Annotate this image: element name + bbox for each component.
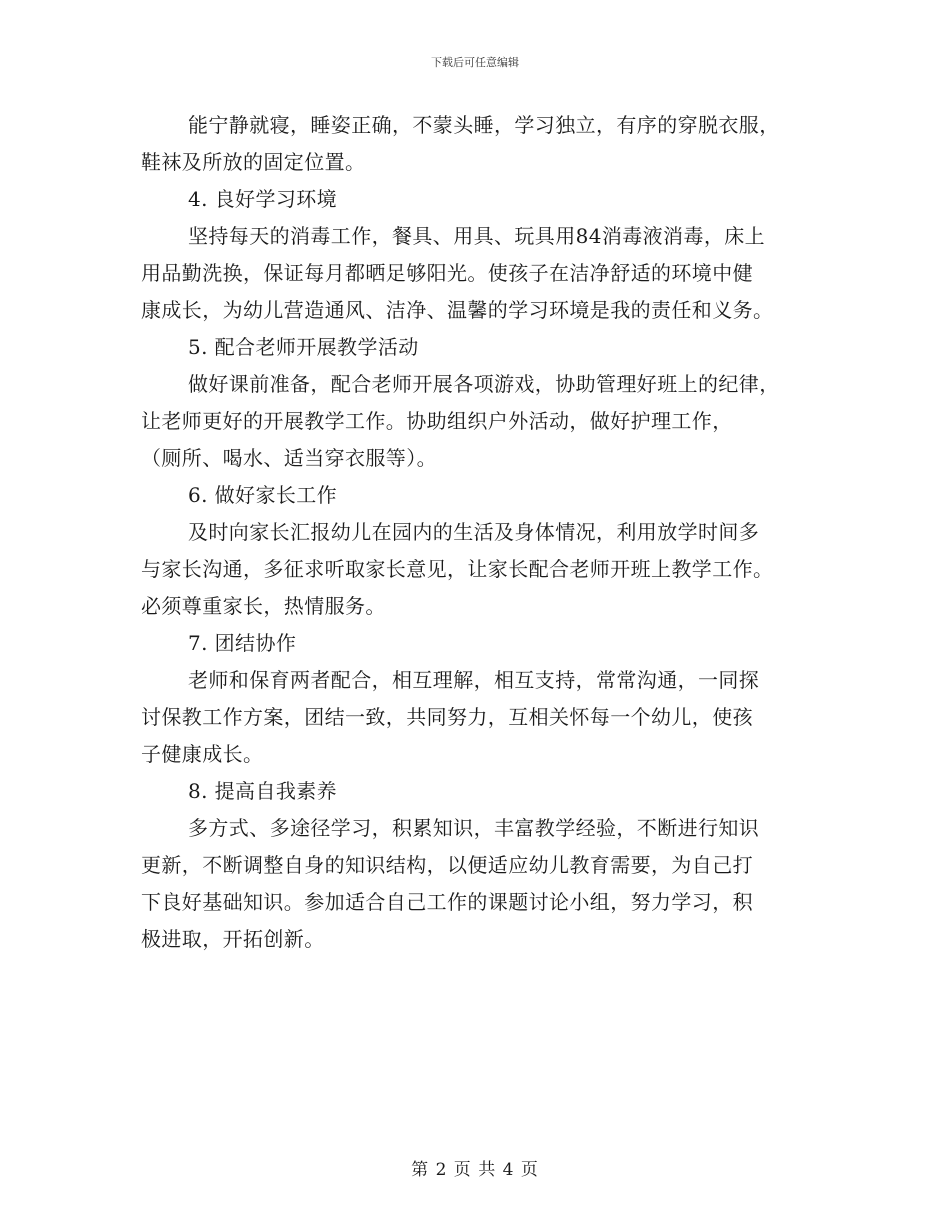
text-line: 4. 良好学习环境 <box>188 187 338 211</box>
text-line: 更新，不断调整自身的知识结构，以便适应幼儿教育需要，为自己打 <box>141 853 753 877</box>
text-line: 子健康成长。 <box>141 742 264 766</box>
text-line: （厕所、喝水、适当穿衣服等）。 <box>141 446 437 470</box>
text-line: 老师和保育两者配合，相互理解，相互支持，常常沟通，一同探 <box>188 668 760 692</box>
text-line: 与家长沟通，多征求听取家长意见，让家长配合老师开班上教学工作。 <box>141 557 774 581</box>
text-line: 讨保教工作方案，团结一致，共同努力，互相关怀每一个幼儿，使孩 <box>141 705 753 729</box>
text-line: 做好课前准备，配合老师开展各项游戏，协助管理好班上的纪律， <box>188 372 780 396</box>
text-line: 7. 团结协作 <box>188 631 297 655</box>
page-footer: 第 2 页 共 4 页 <box>411 1160 539 1180</box>
text-line: 8. 提高自我素养 <box>188 779 338 803</box>
document-body <box>141 107 813 958</box>
text-line: 6. 做好家长工作 <box>188 483 338 507</box>
text-line: 鞋袜及所放的固定位置。 <box>141 150 366 174</box>
text-line: 必须尊重家长，热情服务。 <box>141 594 386 618</box>
text-line: 用品勤洗换，保证每月都晒足够阳光。使孩子在洁净舒适的环境中健 <box>141 261 753 285</box>
text-line: 及时向家长汇报幼儿在园内的生活及身体情况，利用放学时间多 <box>188 520 760 544</box>
text-line: 多方式、多途径学习，积累知识，丰富教学经验，不断进行知识 <box>188 816 760 840</box>
text-line: 能宁静就寝，睡姿正确，不蒙头睡，学习独立，有序的穿脱衣服， <box>188 113 780 137</box>
text-line: 5. 配合老师开展教学活动 <box>188 335 419 359</box>
text-line: 下良好基础知识。参加适合自己工作的课题讨论小组，努力学习，积 <box>141 890 753 914</box>
text-line: 坚持每天的消毒工作，餐具、用具、玩具用84消毒液消毒，床上 <box>188 224 766 248</box>
page-header: 下载后可任意编辑 <box>431 56 519 69</box>
text-line: 极进取，开拓创新。 <box>141 927 325 951</box>
text-line: 康成长，为幼儿营造通风、洁净、温馨的学习环境是我的责任和义务。 <box>141 298 774 322</box>
text-line: 让老师更好的开展教学工作。协助组织户外活动，做好护理工作， <box>141 409 733 433</box>
